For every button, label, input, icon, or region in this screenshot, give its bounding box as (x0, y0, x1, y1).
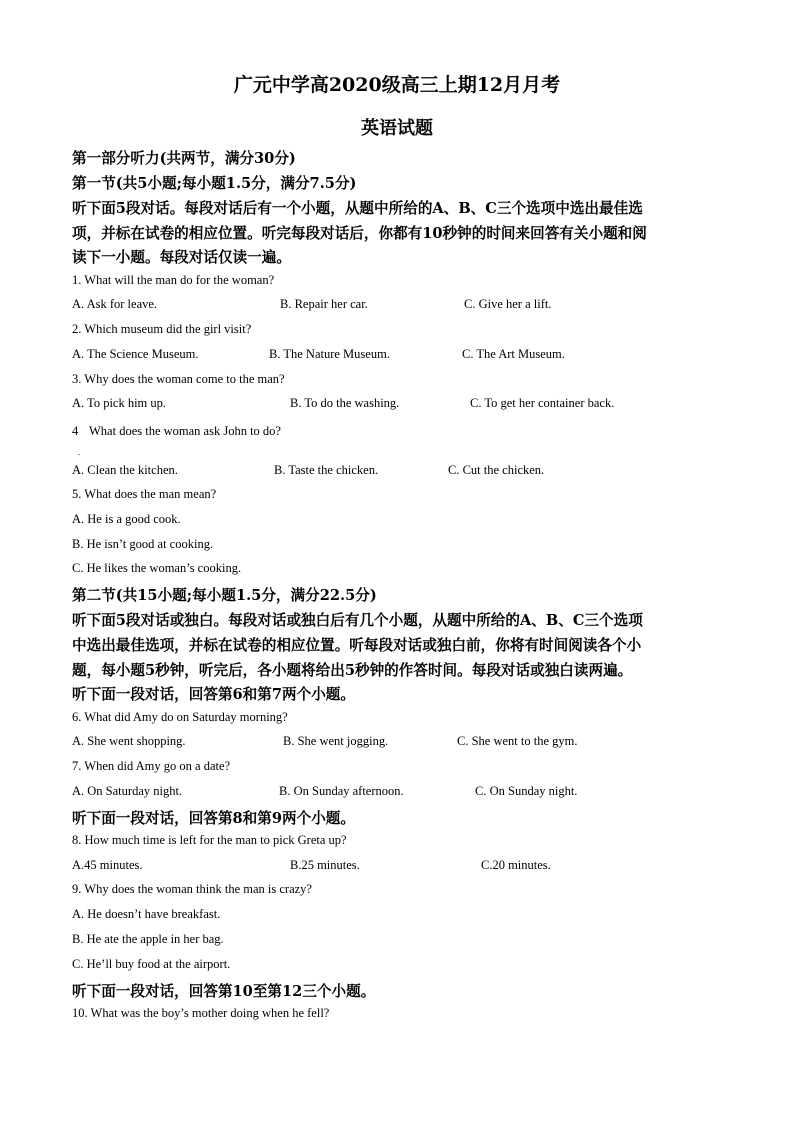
question-7-stem: 7. When did Amy go on a date? (72, 759, 231, 773)
question-4-stem: What does the woman ask John to do? (89, 424, 281, 438)
question-4-option-b: B. Taste the chicken. (274, 463, 379, 477)
section1-heading: 第一节(共5小题;每小题1.5分，满分7.5分) (72, 175, 357, 192)
group-heading-8-9: 听下面一段对话，回答第8和第9两个小题。 (72, 810, 355, 827)
section1-instruction-line: 听下面5段对话。每段对话后有一个小题，从题中所给的A、B、C三个选项中选出最佳选 (72, 200, 643, 217)
question-7-option-c: C. On Sunday night. (475, 784, 578, 798)
question-3-stem: 3. Why does the woman come to the man? (72, 372, 285, 386)
exam-subtitle: 英语试题 (361, 118, 433, 139)
question-1-stem: 1. What will the man do for the woman? (72, 273, 275, 287)
question-3-option-b: B. To do the washing. (290, 396, 400, 410)
question-5-option-b: B. He isn’t good at cooking. (72, 537, 214, 551)
question-8-option-c: C.20 minutes. (481, 858, 551, 872)
question-9-option-a: A. He doesn’t have breakfast. (72, 907, 221, 921)
question-1-option-a: A. Ask for leave. (72, 297, 158, 311)
question-2-option-c: C. The Art Museum. (462, 347, 565, 361)
question-3-option-c: C. To get her container back. (470, 396, 615, 410)
question-9-option-c: C. He’ll buy food at the airport. (72, 957, 231, 971)
section1-instruction-line: 项，并标在试卷的相应位置。听完每段对话后，你都有10秒钟的时间来回答有关小题和阅 (72, 225, 647, 242)
question-9-option-b: B. He ate the apple in her bag. (72, 932, 224, 946)
question-1-option-c: C. Give her a lift. (464, 297, 552, 311)
part1-heading: 第一部分听力(共两节，满分30分) (72, 150, 296, 167)
question-2-option-a: A. The Science Museum. (72, 347, 199, 361)
question-6-option-b: B. She went jogging. (283, 734, 389, 748)
question-10-stem: 10. What was the boy’s mother doing when he fell? (72, 1006, 330, 1020)
question-3-option-a: A. To pick him up. (72, 396, 167, 410)
question-5-option-a: A. He is a good cook. (72, 512, 181, 526)
question-9-stem: 9. Why does the woman think the man is crazy? (72, 882, 312, 896)
section2-heading: 第二节(共15小题;每小题1.5分，满分22.5分) (72, 587, 377, 604)
question-4-dot: . (78, 448, 80, 457)
question-7-option-b: B. On Sunday afternoon. (279, 784, 404, 798)
question-7-option-a: A. On Saturday night. (72, 784, 183, 798)
question-1-option-b: B. Repair her car. (280, 297, 368, 311)
section1-instruction-line: 读下一小题。每段对话仅读一遍。 (72, 249, 291, 266)
question-6-option-c: C. She went to the gym. (457, 734, 578, 748)
question-4-number: 4 (72, 424, 79, 438)
question-6-stem: 6. What did Amy do on Saturday morning? (72, 710, 288, 724)
question-8-stem: 8. How much time is left for the man to pick Greta up? (72, 833, 347, 847)
question-5-stem: 5. What does the man mean? (72, 487, 217, 501)
question-8-option-a: A.45 minutes. (72, 858, 143, 872)
group-heading-10-12: 听下面一段对话，回答第10至第12三个小题。 (72, 983, 376, 1000)
question-5-option-c: C. He likes the woman’s cooking. (72, 561, 242, 575)
question-4-option-c: C. Cut the chicken. (448, 463, 545, 477)
question-8-option-b: B.25 minutes. (290, 858, 360, 872)
question-6-option-a: A. She went shopping. (72, 734, 186, 748)
group-heading-6-7: 听下面一段对话，回答第6和第7两个小题。 (72, 686, 355, 703)
section2-instruction-line: 题，每小题5秒钟，听完后，各小题将给出5秒钟的作答时间。每段对话或独白读两遍。 (72, 662, 633, 679)
question-2-option-b: B. The Nature Museum. (269, 347, 390, 361)
exam-title: 广元中学高2020级高三上期12月月考 (233, 74, 561, 96)
question-2-stem: 2. Which museum did the girl visit? (72, 322, 252, 336)
section2-instruction-line: 听下面5段对话或独白。每段对话或独白后有几个小题，从题中所给的A、B、C三个选项 (72, 612, 643, 629)
question-4-option-a: A. Clean the kitchen. (72, 463, 178, 477)
section2-instruction-line: 中选出最佳选项，并标在试卷的相应位置。听每段对话或独白前，你将有时间阅读各个小 (72, 637, 642, 654)
